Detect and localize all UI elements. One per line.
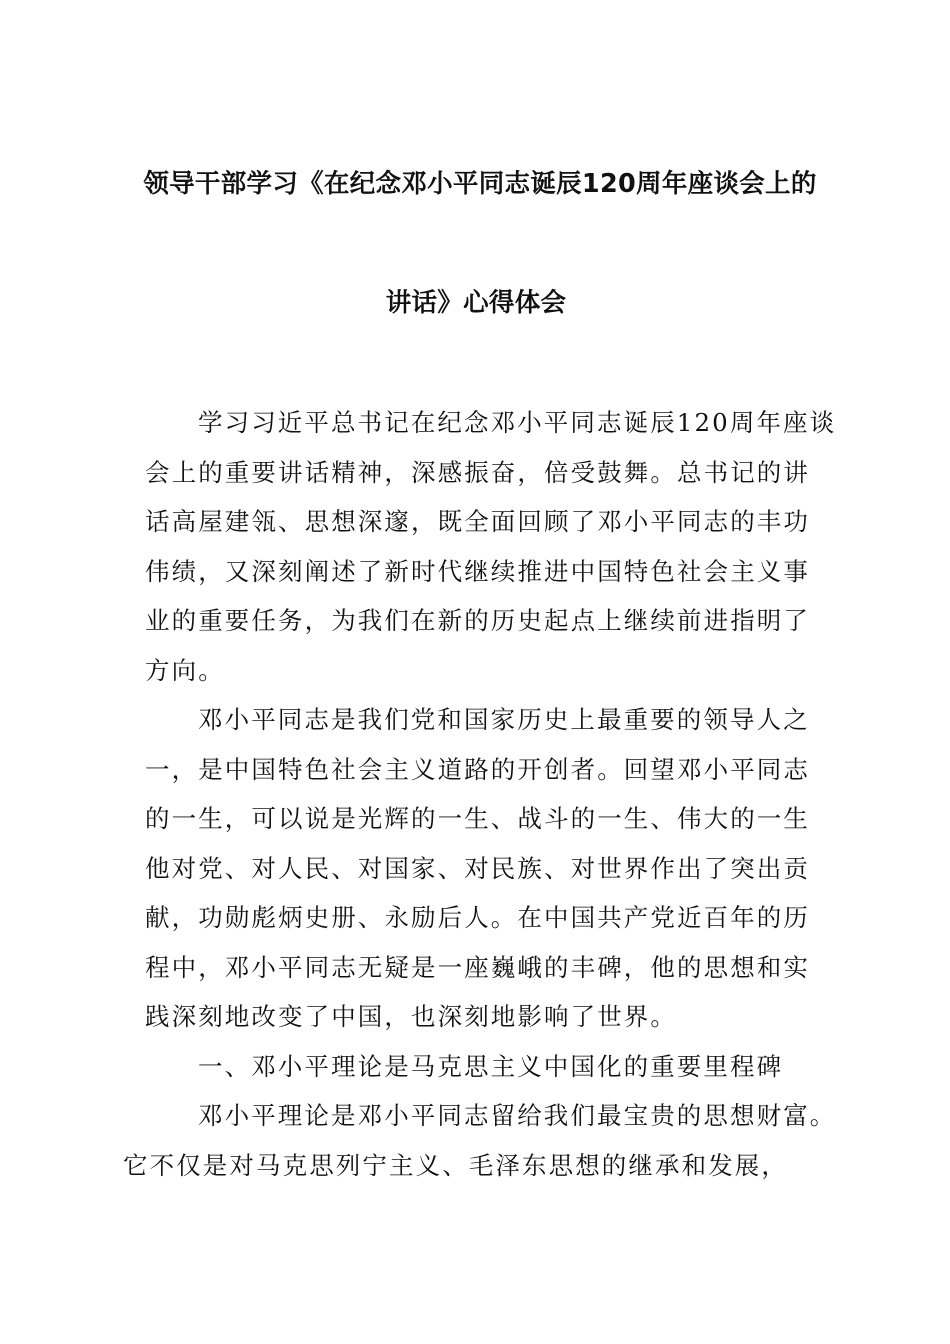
paragraph-line: 程中，邓小平同志无疑是一座巍峨的丰碑，他的思想和实 [145, 952, 810, 982]
paragraph-line: 一，是中国特色社会主义道路的开创者。回望邓小平同志 [145, 754, 810, 784]
paragraph-line: 的一生，可以说是光辉的一生、战斗的一生、伟大的一生 [145, 804, 810, 833]
paragraph-line: 学习习近平总书记在纪念邓小平同志诞辰120周年座谈 [198, 408, 837, 437]
document-body [123, 398, 837, 1190]
paragraph-line: 会上的重要讲话精神，深感振奋，倍受鼓舞。总书记的讲 [145, 457, 810, 487]
paragraph-line: 伟绩，又深刻阐述了新时代继续推进中国特色社会主义事 [145, 556, 810, 586]
paragraph-line: 邓小平同志是我们党和国家历史上最重要的领导人之 [198, 705, 810, 734]
paragraph-line: 话高屋建瓴、思想深邃，既全面回顾了邓小平同志的丰功 [145, 507, 810, 536]
paragraph-3 [123, 1091, 837, 1190]
paragraph-line: 邓小平理论是邓小平同志留给我们最宝贵的思想财富。 [198, 1101, 837, 1130]
paragraph-line: 他对党、对人民、对国家、对民族、对世界作出了突出贡 [145, 853, 810, 883]
paragraph-line: 它不仅是对马克思列宁主义、毛泽东思想的继承和发展， [123, 1150, 788, 1180]
document-title-line-1: 领导干部学习《在纪念邓小平同志诞辰120周年座谈会上的 [143, 169, 817, 199]
paragraph-line: 献，功勋彪炳史册、永励后人。在中国共产党近百年的历 [145, 903, 810, 932]
paragraph-2 [145, 695, 831, 1042]
paragraph-line: 业的重要任务，为我们在新的历史起点上继续前进指明了 [145, 606, 810, 635]
section-heading-text: 一、邓小平理论是马克思主义中国化的重要里程碑 [198, 1051, 784, 1081]
paragraph-1 [145, 398, 837, 695]
section-heading-1 [145, 1042, 831, 1092]
document-title-line-2: 讲话》心得体会 [385, 288, 567, 318]
paragraph-line: 方向。 [145, 655, 225, 685]
paragraph-line: 践深刻地改变了中国，也深刻地影响了世界。 [145, 1002, 677, 1031]
